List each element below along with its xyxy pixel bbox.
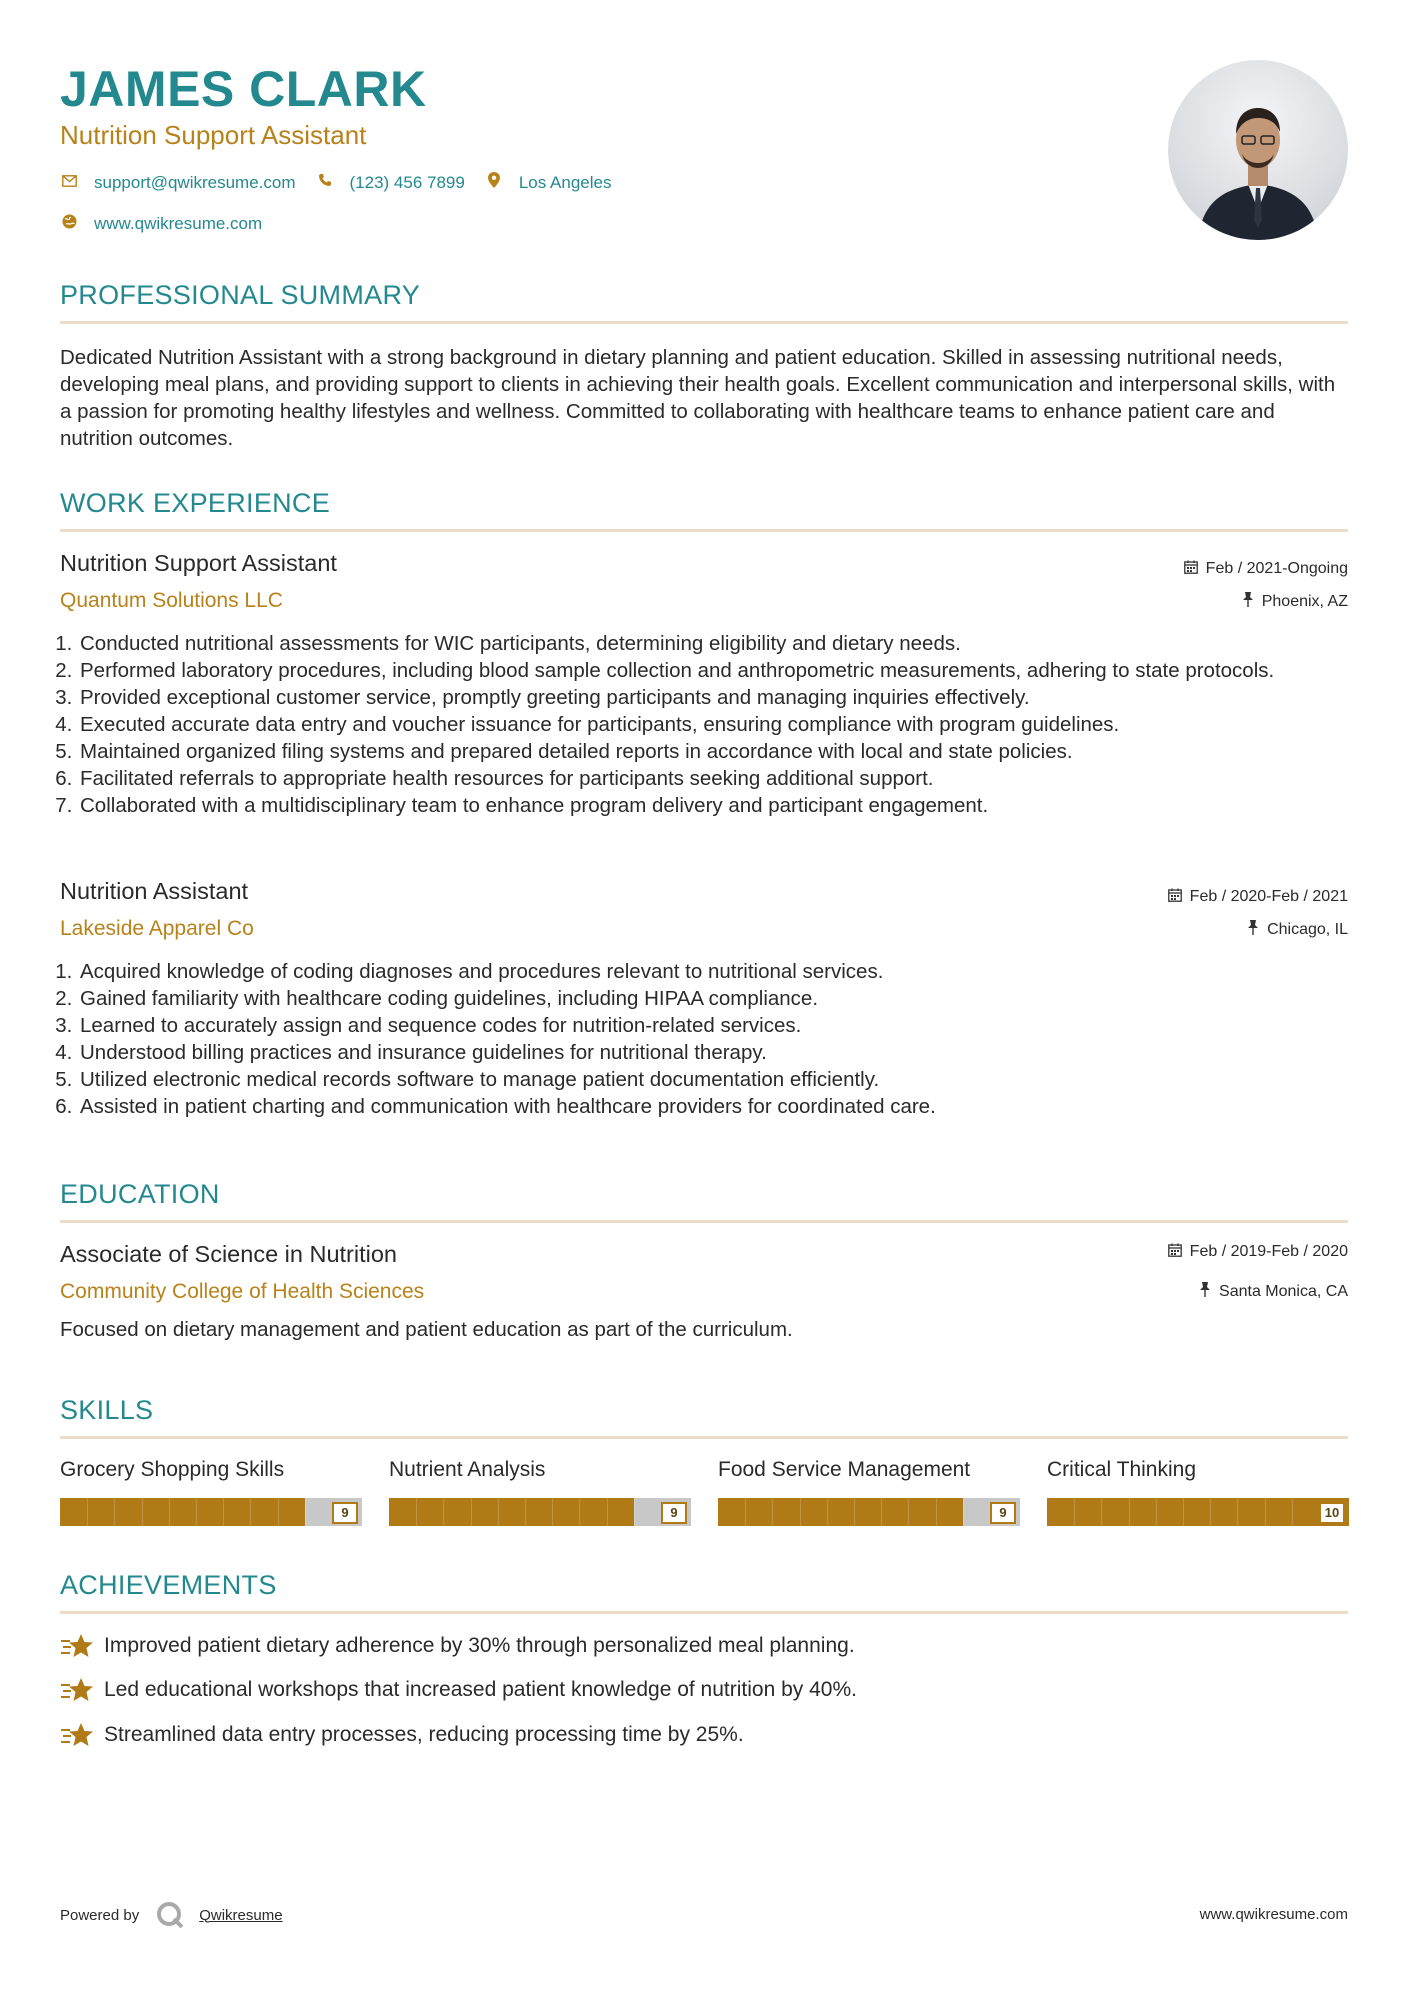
skill-rating-bar bbox=[1047, 1498, 1349, 1526]
skill-rating-fill bbox=[60, 1498, 305, 1526]
list-item: 4. Executed accurate data entry and voucher issuance for participants, ensuring compliance with program guidelines. bbox=[78, 711, 1368, 738]
skill-label: Critical Thinking bbox=[1047, 1458, 1196, 1481]
skill-rating-segment bbox=[471, 1498, 472, 1526]
skill-rating-fill bbox=[1047, 1498, 1349, 1526]
job-location-text: Chicago, IL bbox=[1267, 920, 1348, 938]
skill-rating-segment bbox=[1210, 1498, 1211, 1526]
skill-rating-segment bbox=[416, 1498, 417, 1526]
education-dates bbox=[1168, 1243, 1348, 1261]
qwikresume-logo-icon bbox=[155, 1900, 185, 1930]
website-row bbox=[60, 214, 282, 234]
calendar-icon bbox=[1184, 560, 1198, 578]
job-dates bbox=[1184, 560, 1348, 578]
skill-rating-fill bbox=[718, 1498, 963, 1526]
skill-rating-segment bbox=[1074, 1498, 1075, 1526]
skill-rating-fill bbox=[389, 1498, 634, 1526]
skill-rating-bar bbox=[718, 1498, 1020, 1526]
shooting-star-icon bbox=[60, 1676, 94, 1704]
list-item: 6. Assisted in patient charting and communication with healthcare providers for coordinated care. bbox=[78, 1093, 1368, 1120]
list-item: 2. Performed laboratory procedures, including blood sample collection and anthropometric measurements, adhering to state protocols. bbox=[78, 657, 1368, 684]
skill-rating-segment bbox=[745, 1498, 746, 1526]
location-text: Los Angeles bbox=[518, 172, 612, 192]
job-dates-text: Feb / 2020-Feb / 2021 bbox=[1189, 888, 1348, 905]
skill-rating-segment bbox=[250, 1498, 251, 1526]
section-divider bbox=[60, 321, 1348, 324]
map-pin-icon bbox=[485, 172, 503, 193]
skill-critical-thinking bbox=[1047, 1458, 1349, 1526]
powered-by-label: Powered by bbox=[60, 1906, 140, 1924]
profile-photo bbox=[1168, 60, 1348, 240]
skill-rating-segment bbox=[1156, 1498, 1157, 1526]
footer-website[interactable]: www.qwikresume.com bbox=[1199, 1906, 1348, 1923]
school-name: Community College of Health Sciences bbox=[60, 1280, 425, 1303]
achievement-item bbox=[60, 1721, 744, 1749]
qwikresume-link[interactable]: Qwikresume bbox=[199, 1906, 283, 1924]
skill-rating-segment bbox=[1237, 1498, 1238, 1526]
list-item: 2. Gained familiarity with healthcare coding guidelines, including HIPAA compliance. bbox=[78, 985, 1368, 1012]
shooting-star-icon bbox=[60, 1721, 94, 1749]
skill-rating-value: 9 bbox=[661, 1502, 687, 1524]
education-heading: EDUCATION bbox=[60, 1179, 220, 1209]
skill-rating-segment bbox=[498, 1498, 499, 1526]
education-dates-text: Feb / 2019-Feb / 2020 bbox=[1189, 1243, 1348, 1260]
degree-title: Associate of Science in Nutrition bbox=[60, 1241, 397, 1267]
experience-heading: WORK EXPERIENCE bbox=[60, 488, 331, 518]
skill-food-service-management bbox=[718, 1458, 1020, 1526]
skill-rating-segment bbox=[963, 1498, 964, 1526]
skill-rating-segment bbox=[114, 1498, 115, 1526]
skill-rating-segment bbox=[525, 1498, 526, 1526]
envelope-icon bbox=[60, 174, 78, 192]
education-description: Focused on dietary management and patient education as part of the curriculum. bbox=[60, 1318, 793, 1341]
skill-label: Food Service Management bbox=[718, 1458, 971, 1481]
skill-nutrient-analysis bbox=[389, 1458, 691, 1526]
company-name: Quantum Solutions LLC bbox=[60, 589, 283, 612]
phone-icon bbox=[316, 173, 334, 192]
job-title: Nutrition Support Assistant bbox=[60, 550, 337, 576]
education-location-text: Santa Monica, CA bbox=[1219, 1282, 1348, 1300]
skill-rating-segment bbox=[196, 1498, 197, 1526]
skill-rating-segment bbox=[854, 1498, 855, 1526]
calendar-icon bbox=[1168, 888, 1182, 906]
phone-number[interactable]: (123) 456 7899 bbox=[349, 172, 465, 192]
skill-rating-segment bbox=[278, 1498, 279, 1526]
skill-rating-segment bbox=[169, 1498, 170, 1526]
candidate-name: JAMES CLARK bbox=[60, 61, 427, 117]
candidate-title: Nutrition Support Assistant bbox=[60, 120, 367, 150]
skill-rating-segment bbox=[1292, 1498, 1293, 1526]
job-title: Nutrition Assistant bbox=[60, 878, 249, 904]
skill-rating-segment bbox=[1129, 1498, 1130, 1526]
skill-label: Grocery Shopping Skills bbox=[60, 1458, 285, 1481]
list-item: 1. Acquired knowledge of coding diagnoses and procedures relevant to nutritional services. bbox=[78, 958, 1368, 985]
skill-rating-bar bbox=[60, 1498, 362, 1526]
list-item: 4. Understood billing practices and insurance guidelines for nutritional therapy. bbox=[78, 1039, 1368, 1066]
section-divider bbox=[60, 1436, 1348, 1439]
skill-rating-segment bbox=[908, 1498, 909, 1526]
achievement-text: Improved patient dietary adherence by 30% through personalized meal planning. bbox=[104, 1634, 855, 1657]
skill-rating-segment bbox=[881, 1498, 882, 1526]
list-item: 5. Maintained organized filing systems and prepared detailed reports in accordance with local and state policies. bbox=[78, 738, 1368, 765]
skill-rating-segment bbox=[772, 1498, 773, 1526]
achievement-item bbox=[60, 1632, 855, 1660]
achievement-text: Streamlined data entry processes, reducing processing time by 25%. bbox=[104, 1723, 744, 1746]
skill-rating-segment bbox=[607, 1498, 608, 1526]
skill-rating-segment bbox=[936, 1498, 937, 1526]
job-location-text: Phoenix, AZ bbox=[1261, 592, 1348, 610]
skill-label: Nutrient Analysis bbox=[389, 1458, 546, 1481]
section-divider bbox=[60, 1611, 1348, 1614]
website-link[interactable]: www.qwikresume.com bbox=[94, 214, 263, 233]
pushpin-icon bbox=[1247, 920, 1259, 939]
skill-rating-value: 10 bbox=[1319, 1502, 1345, 1524]
skill-rating-segment bbox=[827, 1498, 828, 1526]
job-responsibilities bbox=[60, 630, 1368, 819]
footer-powered-by bbox=[60, 1900, 283, 1930]
summary-text: Dedicated Nutrition Assistant with a strong background in dietary planning and patient education. Skilled in assessing nutritional needs, developing meal plans, and providing support to clients in achieving their health goals. Excellent communication and interpersonal skills, with a passion for promoting healthy lifestyles and wellness. Committed to collaborating with healthcare teams to enhance patient care and nutrition outcomes. bbox=[60, 346, 1336, 450]
calendar-icon bbox=[1168, 1243, 1182, 1261]
shooting-star-icon bbox=[60, 1632, 94, 1660]
achievements-heading: ACHIEVEMENTS bbox=[60, 1570, 277, 1600]
company-name: Lakeside Apparel Co bbox=[60, 917, 254, 940]
skill-rating-segment bbox=[1101, 1498, 1102, 1526]
section-divider bbox=[60, 529, 1348, 532]
skill-rating-segment bbox=[87, 1498, 88, 1526]
list-item: 1. Conducted nutritional assessments for WIC participants, determining eligibility and dietary needs. bbox=[78, 630, 1368, 657]
skill-rating-bar bbox=[389, 1498, 691, 1526]
list-item: 6. Facilitated referrals to appropriate health resources for participants seeking additional support. bbox=[78, 765, 1368, 792]
list-item: 3. Learned to accurately assign and sequence codes for nutrition-related services. bbox=[78, 1012, 1368, 1039]
education-location bbox=[1199, 1282, 1348, 1301]
achievement-text: Led educational workshops that increased patient knowledge of nutrition by 40%. bbox=[104, 1678, 857, 1701]
list-item: 3. Provided exceptional customer service, promptly greeting participants and managing inquiries effectively. bbox=[78, 684, 1368, 711]
job-dates-text: Feb / 2021-Ongoing bbox=[1205, 560, 1348, 577]
skills-heading: SKILLS bbox=[60, 1395, 154, 1425]
skill-rating-segment bbox=[1265, 1498, 1266, 1526]
skill-grocery-shopping bbox=[60, 1458, 362, 1526]
pushpin-icon bbox=[1242, 592, 1254, 611]
skill-rating-segment bbox=[443, 1498, 444, 1526]
contact-row bbox=[60, 172, 631, 193]
skill-rating-segment bbox=[552, 1498, 553, 1526]
skill-rating-segment bbox=[305, 1498, 306, 1526]
skill-rating-segment bbox=[800, 1498, 801, 1526]
skill-rating-segment bbox=[579, 1498, 580, 1526]
pushpin-icon bbox=[1199, 1282, 1211, 1301]
job-location bbox=[1242, 592, 1348, 611]
skill-rating-segment bbox=[634, 1498, 635, 1526]
list-item: 7. Collaborated with a multidisciplinary team to enhance program delivery and participant engagement. bbox=[78, 792, 1368, 819]
list-item: 5. Utilized electronic medical records software to manage patient documentation efficiently. bbox=[78, 1066, 1368, 1093]
job-dates bbox=[1168, 888, 1348, 906]
job-responsibilities bbox=[60, 958, 1368, 1120]
skill-rating-segment bbox=[142, 1498, 143, 1526]
email-link[interactable]: support@qwikresume.com bbox=[94, 172, 296, 192]
achievement-item bbox=[60, 1676, 857, 1704]
job-location bbox=[1247, 920, 1348, 939]
skill-rating-value: 9 bbox=[990, 1502, 1016, 1524]
skill-rating-segment bbox=[223, 1498, 224, 1526]
globe-icon bbox=[60, 214, 78, 234]
skill-rating-value: 9 bbox=[332, 1502, 358, 1524]
skill-rating-segment bbox=[1183, 1498, 1184, 1526]
section-divider bbox=[60, 1220, 1348, 1223]
summary-heading: PROFESSIONAL SUMMARY bbox=[60, 280, 421, 310]
